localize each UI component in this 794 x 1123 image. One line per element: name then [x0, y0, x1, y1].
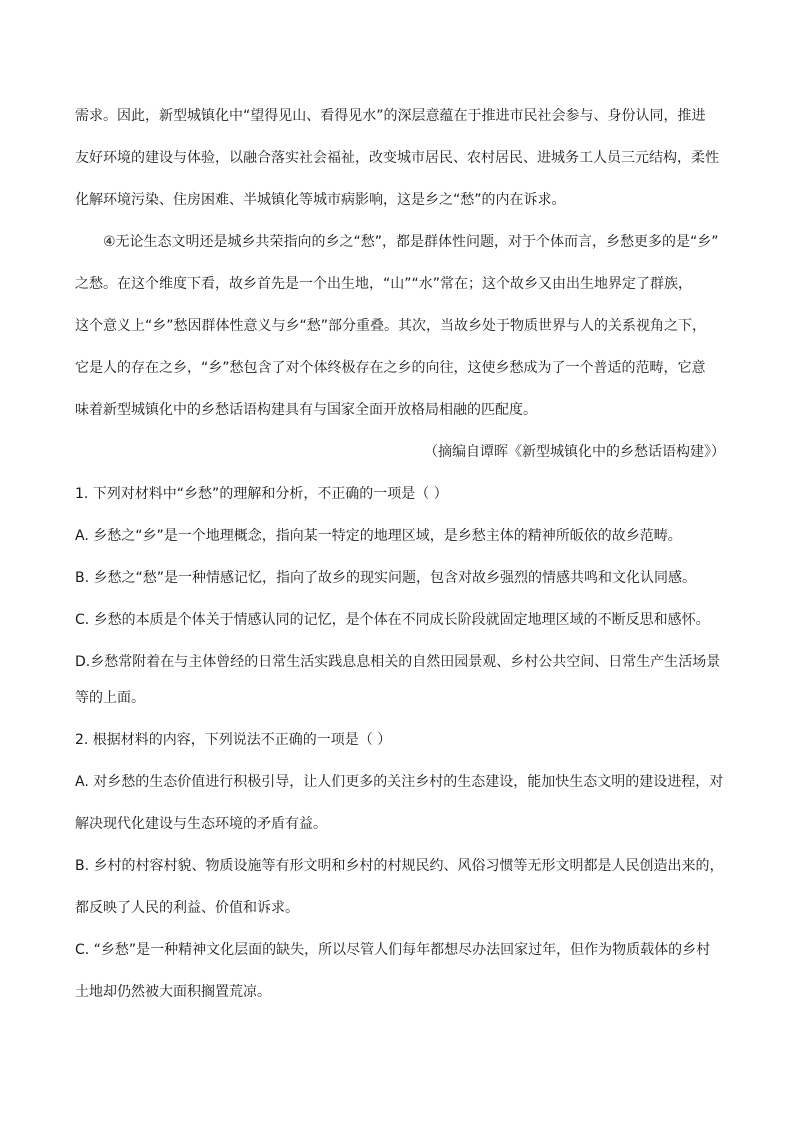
- question-1-stem: 1. 下列对材料中“乡愁”的理解和分析，不正确的一项是（ ）: [75, 486, 448, 502]
- passage-paragraph-4-line-1: ④无论生态文明还是城乡共荣指向的乡之“愁”，都是群体性问题，对于个体而言，乡愁更多的是“乡”: [103, 234, 719, 250]
- question-2-option-a-line-1: A. 对乡愁的生态价值进行积极引导，让人们更多的关注乡村的生态建设，能加快生态文明的建设进程，对: [75, 774, 724, 790]
- source-citation: （摘编自谭晖《新型城镇化中的乡愁话语构建》）: [424, 444, 725, 460]
- question-1-option-c: C. 乡愁的本质是个体关于情感认同的记忆，是个体在不同成长阶段就固定地理区域的不断反思和感怀。: [75, 612, 710, 628]
- question-2-option-c-line-2: 土地却仍然被大面积搁置荒凉。: [75, 984, 271, 1000]
- passage-paragraph-3-line-2: 友好环境的建设与体验，以融合落实社会福祉，改变城市居民、农村居民、进城务工人员三元结构，柔性: [75, 150, 719, 166]
- passage-paragraph-4-line-5: 味着新型城镇化中的乡愁话语构建具有与国家全面开放格局相融的匹配度。: [75, 402, 537, 418]
- passage-paragraph-3-line-1: 需求。因此，新型城镇化中“望得见山、看得见水”的深层意蕴在于推进市民社会参与、身份认同，推进: [75, 108, 706, 124]
- question-2-option-b-line-2: 都反映了人民的利益、价值和诉求。: [75, 900, 299, 916]
- question-1-option-a: A. 乡愁之“乡”是一个地理概念，指向某一特定的地理区域，是乡愁主体的精神所皈依的故乡范畴。: [75, 528, 682, 544]
- passage-paragraph-4-line-2: 之愁。在这个维度下看，故乡首先是一个出生地，“山”“水”常在；这个故乡又由出生地界定了群族，: [75, 276, 693, 292]
- question-2-option-a-line-2: 解决现代化建设与生态环境的矛盾有益。: [75, 816, 327, 832]
- question-1-option-b: B. 乡愁之“愁”是一种情感记忆，指向了故乡的现实问题，包含对故乡强烈的情感共鸣和文化认同感。: [75, 570, 697, 586]
- question-1-option-d-line-2: 等的上面。: [75, 690, 145, 706]
- passage-paragraph-4-line-3: 这个意义上“乡”愁因群体性意义与乡“愁”部分重叠。其次，当故乡处于物质世界与人的关系视角之下，: [75, 318, 707, 334]
- question-2-option-c-line-1: C. “乡愁”是一种精神文化层面的缺失，所以尽管人们每年都想尽办法回家过年，但作为物质载体的乡村: [75, 942, 711, 958]
- question-2-option-b-line-1: B. 乡村的村容村貌、物质设施等有形文明和乡村的村规民约、风俗习惯等无形文明都是人民创造出来的，: [75, 858, 724, 874]
- passage-paragraph-3-line-3: 化解环境污染、住房困难、半城镇化等城市病影响，这是乡之“愁”的内在诉求。: [75, 192, 566, 208]
- passage-paragraph-4-line-4: 它是人的存在之乡，“乡”愁包含了对个体终极存在之乡的向往，这使乡愁成为了一个普适的范畴，它意: [75, 360, 706, 376]
- question-2-stem: 2. 根据材料的内容，下列说法不正确的一项是（ ）: [75, 732, 392, 748]
- question-1-option-d-line-1: D.乡愁常附着在与主体曾经的日常生活实践息息相关的自然田园景观、乡村公共空间、日常生产生活场景: [75, 654, 721, 670]
